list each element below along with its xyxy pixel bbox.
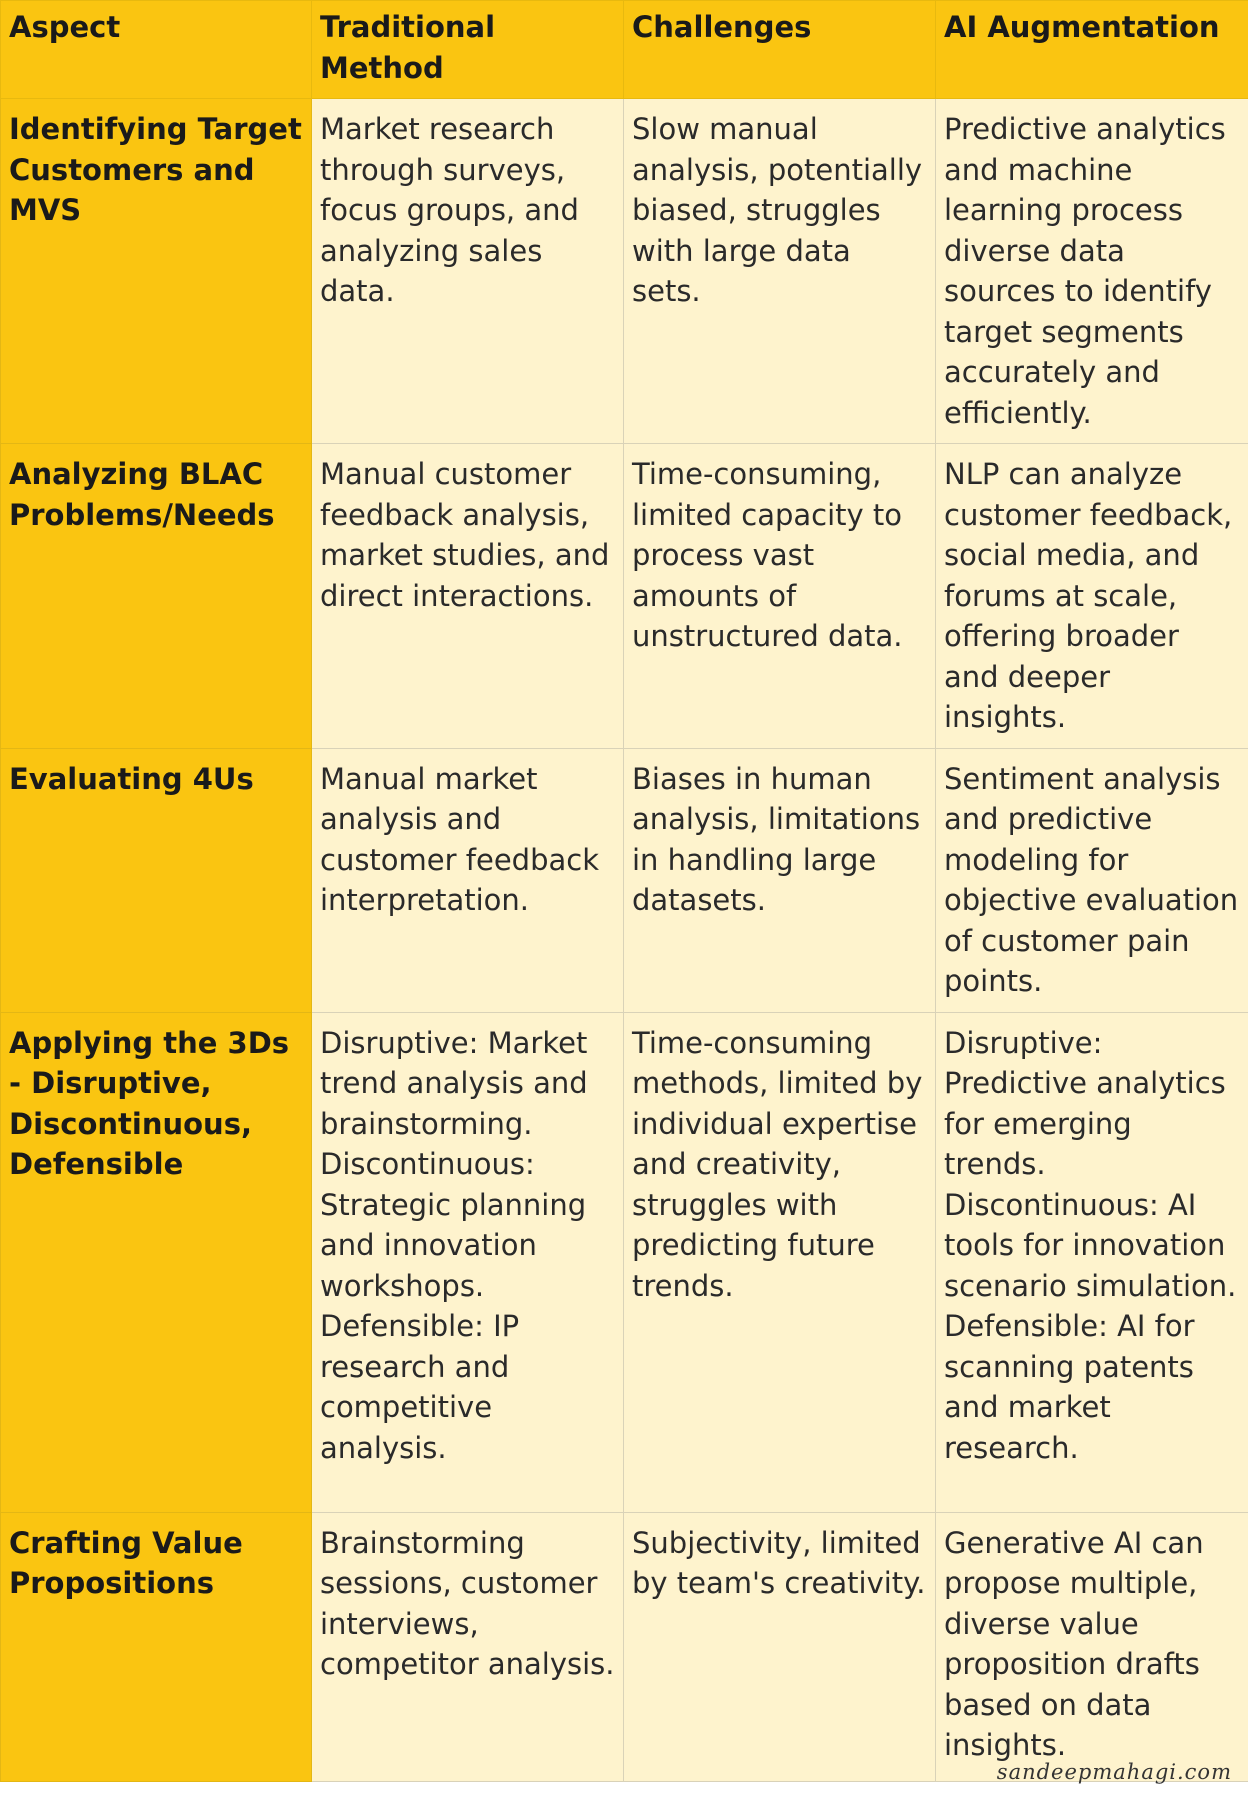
aspect-cell: Crafting Value Propositions xyxy=(1,1512,312,1781)
challenges-cell: Slow manual analysis, potentially biased, struggles with large data sets. xyxy=(624,99,936,444)
ai-augmentation-cell: Sentiment analysis and predictive modeling for objective evaluation of customer pain points. xyxy=(936,748,1248,1012)
ai-augmentation-cell: Generative AI can propose multiple, diverse value proposition drafts based on data insights. xyxy=(936,1512,1248,1781)
table-row xyxy=(1,99,1248,444)
table-row xyxy=(1,444,1248,749)
challenges-cell: Time-consuming methods, limited by individual expertise and creativity, struggles with predicting future trends. xyxy=(624,1012,936,1512)
ai-augmentation-cell: Predictive analytics and machine learning process diverse data sources to identify target segments accurately and efficiently. xyxy=(936,99,1248,444)
table-row xyxy=(1,1512,1248,1781)
challenges-cell: Time-consuming, limited capacity to process vast amounts of unstructured data. xyxy=(624,444,936,749)
table-row xyxy=(1,1012,1248,1512)
watermark-text: sandeepmahagi.com xyxy=(996,1760,1232,1784)
column-header-challenges: Challenges xyxy=(624,1,936,99)
table-row xyxy=(1,748,1248,1012)
header-row xyxy=(1,1,1248,99)
column-header-traditional-method: Traditional Method xyxy=(312,1,624,99)
site-watermark xyxy=(997,1760,1232,1784)
aspect-cell: Applying the 3Ds - Disruptive, Discontinuous, Defensible xyxy=(1,1012,312,1512)
traditional-method-cell: Manual market analysis and customer feedback interpretation. xyxy=(312,748,624,1012)
traditional-method-cell: Market research through surveys, focus groups, and analyzing sales data. xyxy=(312,99,624,444)
traditional-method-cell: Brainstorming sessions, customer interviews, competitor analysis. xyxy=(312,1512,624,1781)
traditional-method-cell: Manual customer feedback analysis, market studies, and direct interactions. xyxy=(312,444,624,749)
traditional-method-cell: Disruptive: Market trend analysis and brainstorming. Discontinuous: Strategic planning and innovation workshops. Defensible: IP research and competitive analysis. xyxy=(312,1012,624,1512)
aspect-cell: Evaluating 4Us xyxy=(1,748,312,1012)
ai-augmentation-cell: NLP can analyze customer feedback, social media, and forums at scale, offering broader and deeper insights. xyxy=(936,444,1248,749)
challenges-cell: Subjectivity, limited by team's creativity. xyxy=(624,1512,936,1781)
aspect-cell: Identifying Target Customers and MVS xyxy=(1,99,312,444)
column-header-ai-augmentation: AI Augmentation xyxy=(936,1,1248,99)
ai-augmentation-cell: Disruptive: Predictive analytics for emerging trends. Discontinuous: AI tools for innovation scenario simulation. Defensible: AI for scanning patents and market research. xyxy=(936,1012,1248,1512)
challenges-cell: Biases in human analysis, limitations in handling large datasets. xyxy=(624,748,936,1012)
aspect-cell: Analyzing BLAC Problems/Needs xyxy=(1,444,312,749)
column-header-aspect: Aspect xyxy=(1,1,312,99)
